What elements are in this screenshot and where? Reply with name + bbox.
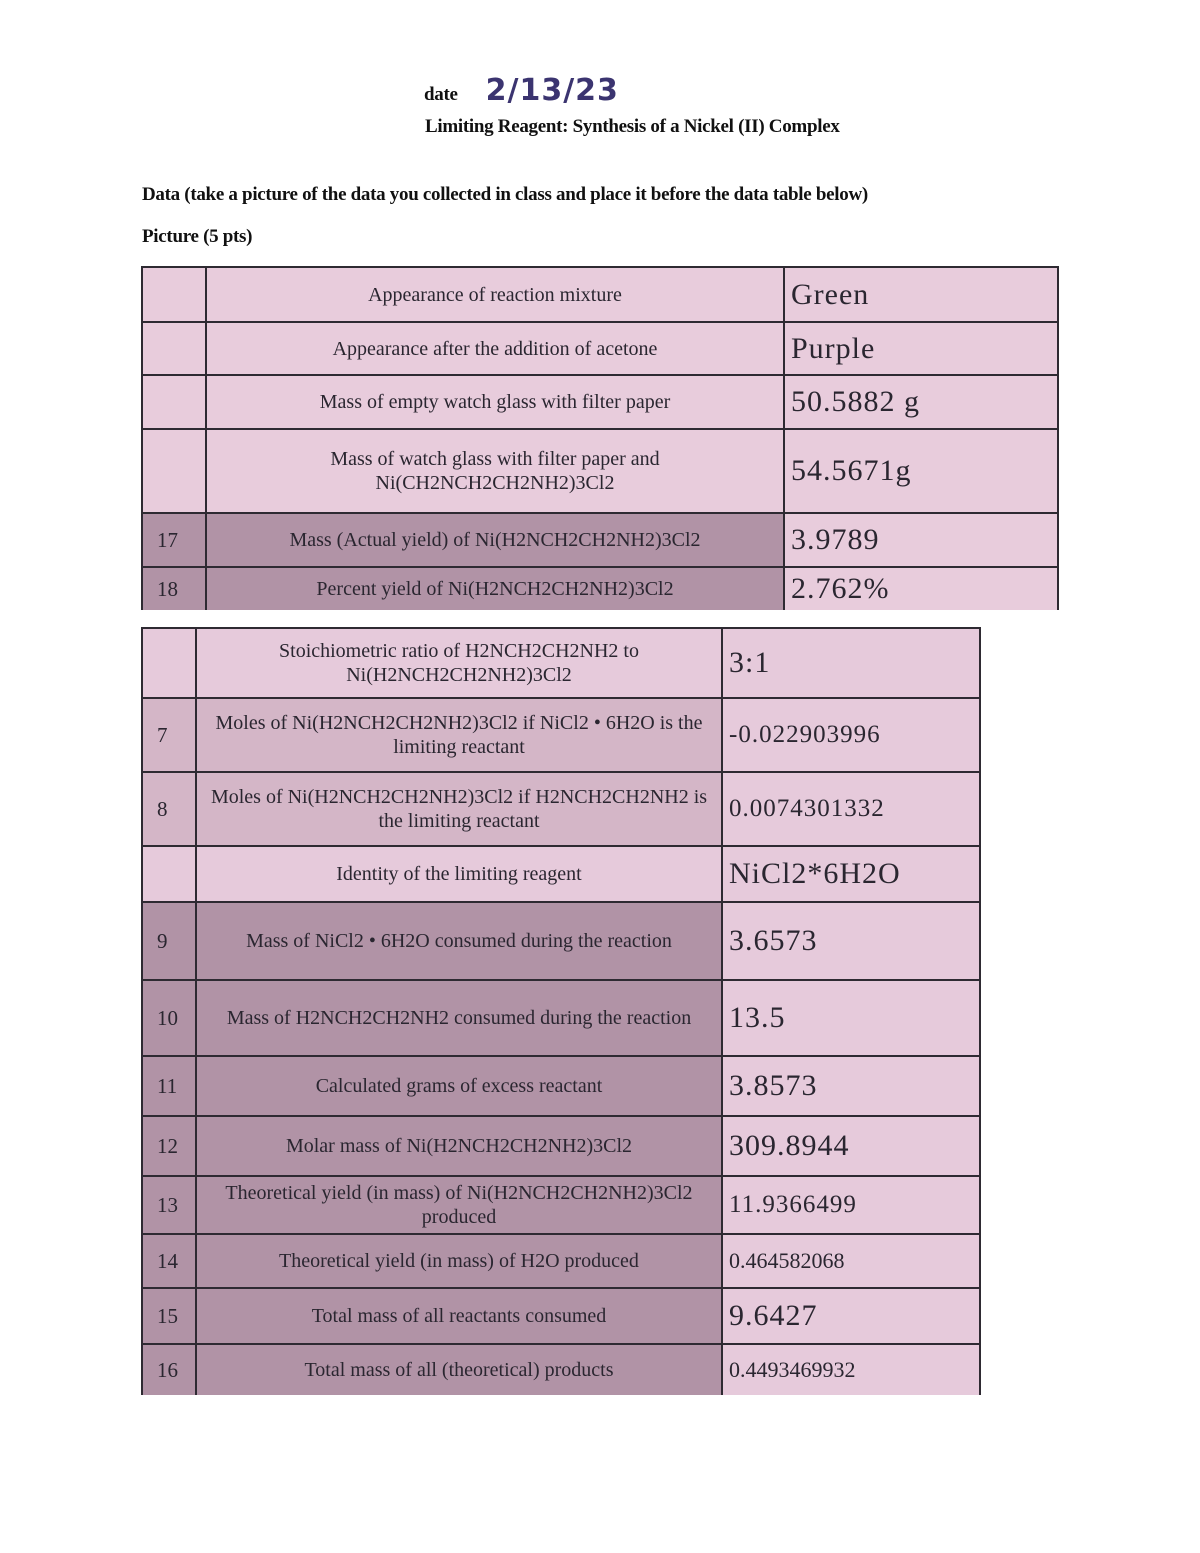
row-number: 15 bbox=[142, 1288, 196, 1344]
row-description: Moles of Ni(H2NCH2CH2NH2)3Cl2 if NiCl2 • 6H2O is the limiting reactant bbox=[196, 698, 722, 772]
row-description: Molar mass of Ni(H2NCH2CH2NH2)3Cl2 bbox=[196, 1116, 722, 1176]
row-number: 9 bbox=[142, 902, 196, 980]
table-row bbox=[142, 1344, 980, 1395]
row-number: 8 bbox=[142, 772, 196, 846]
row-number: 14 bbox=[142, 1234, 196, 1288]
row-description: Calculated grams of excess reactant bbox=[196, 1056, 722, 1116]
row-description: Mass of H2NCH2CH2NH2 consumed during the reaction bbox=[196, 980, 722, 1056]
row-number: 16 bbox=[142, 1344, 196, 1395]
row-number bbox=[142, 267, 206, 322]
row-number: 18 bbox=[142, 567, 206, 610]
row-number: 12 bbox=[142, 1116, 196, 1176]
row-value: 0.4493469932 bbox=[722, 1344, 980, 1395]
row-description: Percent yield of Ni(H2NCH2CH2NH2)3Cl2 bbox=[206, 567, 784, 610]
data-photo-1 bbox=[141, 266, 1059, 610]
row-description: Mass of NiCl2 • 6H2O consumed during the reaction bbox=[196, 902, 722, 980]
row-number bbox=[142, 429, 206, 513]
row-description: Theoretical yield (in mass) of Ni(H2NCH2CH2NH2)3Cl2 produced bbox=[196, 1176, 722, 1234]
row-description: Stoichiometric ratio of H2NCH2CH2NH2 to Ni(H2NCH2CH2NH2)3Cl2 bbox=[196, 628, 722, 698]
row-value: 54.5671g bbox=[784, 429, 1058, 513]
row-number: 17 bbox=[142, 513, 206, 567]
row-value: 3:1 bbox=[722, 628, 980, 698]
row-value: NiCl2*6H2O bbox=[722, 846, 980, 902]
row-description: Total mass of all reactants consumed bbox=[196, 1288, 722, 1344]
table-row bbox=[142, 375, 1058, 429]
table-row bbox=[142, 267, 1058, 322]
row-description: Theoretical yield (in mass) of H2O produced bbox=[196, 1234, 722, 1288]
row-description: Moles of Ni(H2NCH2CH2NH2)3Cl2 if H2NCH2CH2NH2 is the limiting reactant bbox=[196, 772, 722, 846]
table-row bbox=[142, 772, 980, 846]
row-value: 0.464582068 bbox=[722, 1234, 980, 1288]
row-value: 11.9366499 bbox=[722, 1176, 980, 1234]
row-value: 2.762% bbox=[784, 567, 1058, 610]
table-row bbox=[142, 1288, 980, 1344]
data-photo-2 bbox=[141, 627, 981, 1395]
table-row bbox=[142, 429, 1058, 513]
row-value: 0.0074301332 bbox=[722, 772, 980, 846]
table-row bbox=[142, 322, 1058, 375]
row-description: Appearance after the addition of acetone bbox=[206, 322, 784, 375]
table-row bbox=[142, 513, 1058, 567]
table-row bbox=[142, 1056, 980, 1116]
row-value: 3.6573 bbox=[722, 902, 980, 980]
row-value: Purple bbox=[784, 322, 1058, 375]
row-description: Mass of empty watch glass with filter paper bbox=[206, 375, 784, 429]
data-table-1 bbox=[141, 266, 1059, 610]
row-value: 13.5 bbox=[722, 980, 980, 1056]
table-row bbox=[142, 567, 1058, 610]
row-value: 309.8944 bbox=[722, 1116, 980, 1176]
table-row bbox=[142, 902, 980, 980]
row-value: Green bbox=[784, 267, 1058, 322]
table-row bbox=[142, 1176, 980, 1234]
date-value: 2/13/23 bbox=[485, 73, 619, 108]
picture-label: Picture (5 pts) bbox=[142, 226, 253, 247]
row-description: Total mass of all (theoretical) products bbox=[196, 1344, 722, 1395]
row-value: 9.6427 bbox=[722, 1288, 980, 1344]
row-description: Mass (Actual yield) of Ni(H2NCH2CH2NH2)3Cl2 bbox=[206, 513, 784, 567]
date-label: date bbox=[424, 84, 458, 105]
date-line bbox=[424, 73, 619, 108]
table-row bbox=[142, 1234, 980, 1288]
table-row bbox=[142, 698, 980, 772]
row-number bbox=[142, 375, 206, 429]
data-instruction: Data (take a picture of the data you collected in class and place it before the data table below) bbox=[142, 184, 868, 205]
row-number: 7 bbox=[142, 698, 196, 772]
row-description: Mass of watch glass with filter paper and Ni(CH2NCH2CH2NH2)3Cl2 bbox=[206, 429, 784, 513]
row-value: 3.8573 bbox=[722, 1056, 980, 1116]
row-number bbox=[142, 322, 206, 375]
table-row bbox=[142, 1116, 980, 1176]
row-number bbox=[142, 628, 196, 698]
row-number: 13 bbox=[142, 1176, 196, 1234]
row-number bbox=[142, 846, 196, 902]
data-table-2 bbox=[141, 627, 981, 1395]
row-number: 10 bbox=[142, 980, 196, 1056]
table-row bbox=[142, 980, 980, 1056]
table-row bbox=[142, 628, 980, 698]
row-value: 3.9789 bbox=[784, 513, 1058, 567]
row-value: -0.022903996 bbox=[722, 698, 980, 772]
row-value: 50.5882 g bbox=[784, 375, 1058, 429]
row-description: Identity of the limiting reagent bbox=[196, 846, 722, 902]
table-row bbox=[142, 846, 980, 902]
page-title: Limiting Reagent: Synthesis of a Nickel (II) Complex bbox=[425, 116, 840, 137]
row-number: 11 bbox=[142, 1056, 196, 1116]
row-description: Appearance of reaction mixture bbox=[206, 267, 784, 322]
